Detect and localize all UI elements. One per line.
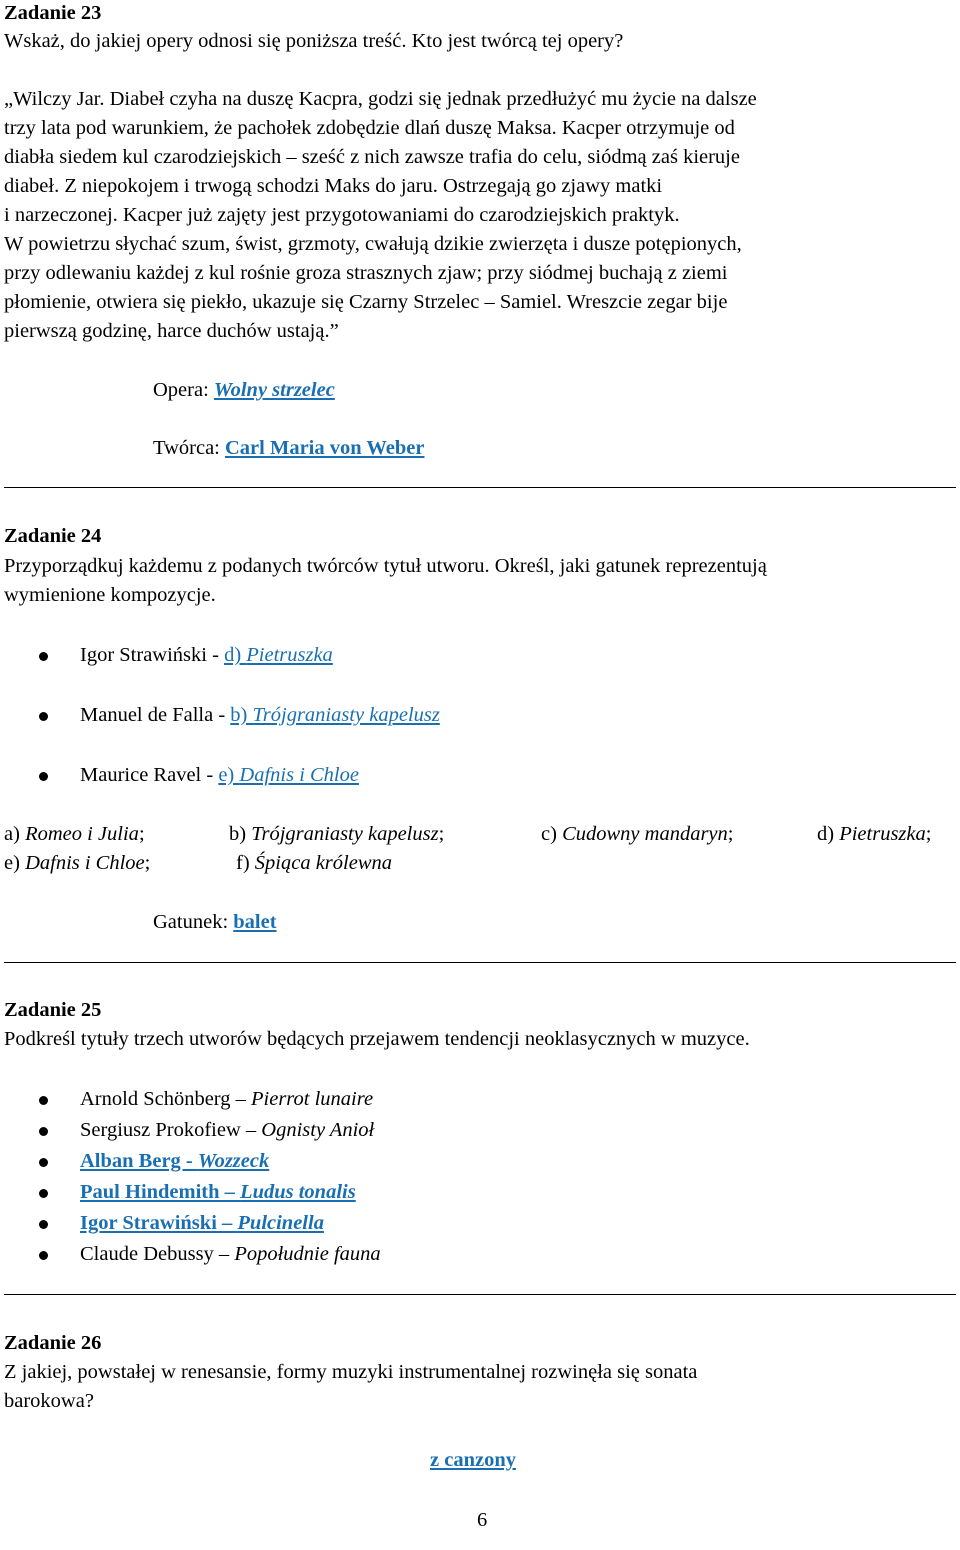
answer-letter: b) bbox=[230, 704, 253, 726]
z24-option bbox=[817, 819, 931, 849]
z23-line: diabeł. Z niepokojem i trwogą schodzi Maks do jaru. Ostrzegają go zjawy matki bbox=[4, 175, 663, 197]
section-divider bbox=[4, 962, 956, 963]
z23-line: diabła siedem kul czarodziejskich – sześć z nich zawsze trafia do celu, siódmą zaś kieruje bbox=[4, 146, 740, 168]
work-title: Ognisty Anioł bbox=[261, 1119, 375, 1141]
z26-title: Zadanie 26 bbox=[4, 1332, 102, 1354]
z23-creator bbox=[153, 433, 424, 463]
z23-line: pierwszą godzinę, harce duchów ustają.” bbox=[4, 320, 339, 342]
answer-work: Pietruszka bbox=[246, 644, 333, 666]
opera-label: Opera: bbox=[153, 379, 214, 401]
bullet-icon bbox=[39, 1189, 48, 1198]
z25-item bbox=[80, 1177, 356, 1207]
composer: Sergiusz Prokofiew – bbox=[80, 1119, 262, 1141]
z24-item bbox=[80, 760, 359, 790]
option-title: Dafnis i Chloe bbox=[25, 852, 145, 874]
option-letter: c) bbox=[541, 823, 563, 845]
composer: Manuel de Falla - bbox=[80, 704, 231, 726]
work-title: Wozzeck bbox=[197, 1150, 270, 1172]
option-sep: ; bbox=[144, 852, 151, 874]
z23-line: W powietrzu słychać szum, świst, grzmoty, cwałują dzikie zwierzęta i dusze potępionych, bbox=[4, 233, 742, 255]
z25-item bbox=[80, 1208, 324, 1238]
option-title: Trójgraniasty kapelusz bbox=[251, 823, 439, 845]
z25-item bbox=[80, 1084, 373, 1114]
bullet-icon bbox=[39, 1127, 48, 1136]
creator-answer: Carl Maria von Weber bbox=[225, 437, 425, 459]
answer-work: Trójgraniasty kapelusz bbox=[252, 704, 440, 726]
bullet-icon bbox=[39, 772, 48, 781]
section-divider bbox=[4, 1294, 956, 1295]
z24-option bbox=[229, 819, 444, 849]
z26-question-line: barokowa? bbox=[4, 1390, 94, 1412]
option-letter: f) bbox=[236, 852, 255, 874]
z24-option bbox=[236, 848, 392, 878]
composer: Maurice Ravel - bbox=[80, 764, 219, 786]
z26-answer: z canzony bbox=[430, 1449, 516, 1471]
z26-question-line: Z jakiej, powstałej w renesansie, formy muzyki instrumentalnej rozwinęła się sonata bbox=[4, 1361, 698, 1383]
answer-work: Dafnis i Chloe bbox=[239, 764, 359, 786]
z25-item bbox=[80, 1146, 269, 1176]
option-sep: ; bbox=[727, 823, 734, 845]
bullet-icon bbox=[39, 1158, 48, 1167]
creator-label: Twórca: bbox=[153, 437, 225, 459]
work-title: Pulcinella bbox=[237, 1212, 324, 1234]
z23-line: „Wilczy Jar. Diabeł czyha na duszę Kacpra, godzi się jednak przedłużyć mu życie na dalsze bbox=[4, 88, 757, 110]
composer: Claude Debussy – bbox=[80, 1243, 235, 1265]
composer: Alban Berg - bbox=[80, 1150, 198, 1172]
z23-line: przy odlewaniu każdej z kul rośnie groza strasznych zjaw; przy siódmej buchają z ziemi bbox=[4, 262, 728, 284]
option-sep: ; bbox=[438, 823, 445, 845]
bullet-icon bbox=[39, 1220, 48, 1229]
composer: Igor Strawiński – bbox=[80, 1212, 238, 1234]
z23-title: Zadanie 23 bbox=[4, 2, 102, 24]
opera-answer: Wolny strzelec bbox=[213, 379, 335, 401]
z24-question-line: Przyporządkuj każdemu z podanych twórców tytuł utworu. Określ, jaki gatunek reprezentują bbox=[4, 555, 767, 577]
z25-item bbox=[80, 1239, 381, 1269]
composer: Arnold Schönberg – bbox=[80, 1088, 252, 1110]
z24-item bbox=[80, 640, 333, 670]
z23-question: Wskaż, do jakiej opery odnosi się poniższa treść. Kto jest twórcą tej opery? bbox=[4, 30, 624, 52]
option-letter: e) bbox=[4, 852, 26, 874]
option-sep: ; bbox=[138, 823, 145, 845]
genre-answer: balet bbox=[233, 911, 277, 933]
work-title: Ludus tonalis bbox=[240, 1181, 356, 1203]
composer: Paul Hindemith – bbox=[80, 1181, 241, 1203]
z23-line: trzy lata pod warunkiem, że pachołek zdobędzie dlań duszę Maksa. Kacper otrzymuje od bbox=[4, 117, 735, 139]
z25-title: Zadanie 25 bbox=[4, 999, 102, 1021]
option-sep: ; bbox=[925, 823, 932, 845]
z24-item bbox=[80, 700, 440, 730]
z24-option bbox=[541, 819, 733, 849]
z25-question: Podkreśl tytuły trzech utworów będących przejawem tendencji neoklasycznych w muzyce. bbox=[4, 1028, 750, 1050]
z24-option bbox=[4, 819, 145, 849]
answer-letter: d) bbox=[224, 644, 247, 666]
answer-letter: e) bbox=[218, 764, 240, 786]
z23-line: i narzeczonej. Kacper już zajęty jest przygotowaniami do czarodziejskich praktyk. bbox=[4, 204, 680, 226]
z23-opera bbox=[153, 375, 335, 405]
work-title: Popołudnie fauna bbox=[234, 1243, 381, 1265]
z24-question-line: wymienione kompozycje. bbox=[4, 584, 216, 606]
work-title: Pierrot lunaire bbox=[251, 1088, 374, 1110]
option-title: Pietruszka bbox=[839, 823, 926, 845]
option-letter: a) bbox=[4, 823, 26, 845]
option-letter: d) bbox=[817, 823, 840, 845]
z24-title: Zadanie 24 bbox=[4, 525, 102, 547]
z23-line: płomienie, otwiera się piekło, ukazuje się Czarny Strzelec – Samiel. Wreszcie zegar bije bbox=[4, 291, 728, 313]
bullet-icon bbox=[39, 1096, 48, 1105]
option-letter: b) bbox=[229, 823, 252, 845]
bullet-icon bbox=[39, 652, 48, 661]
option-title: Cudowny mandaryn bbox=[562, 823, 728, 845]
option-title: Śpiąca królewna bbox=[254, 852, 392, 874]
z24-genre bbox=[153, 907, 277, 937]
z25-item bbox=[80, 1115, 374, 1145]
bullet-icon bbox=[39, 1251, 48, 1260]
bullet-icon bbox=[39, 712, 48, 721]
z24-option bbox=[4, 848, 150, 878]
page-number: 6 bbox=[477, 1509, 488, 1531]
genre-label: Gatunek: bbox=[153, 911, 234, 933]
option-title: Romeo i Julia bbox=[25, 823, 139, 845]
composer: Igor Strawiński - bbox=[80, 644, 225, 666]
section-divider bbox=[4, 487, 956, 488]
